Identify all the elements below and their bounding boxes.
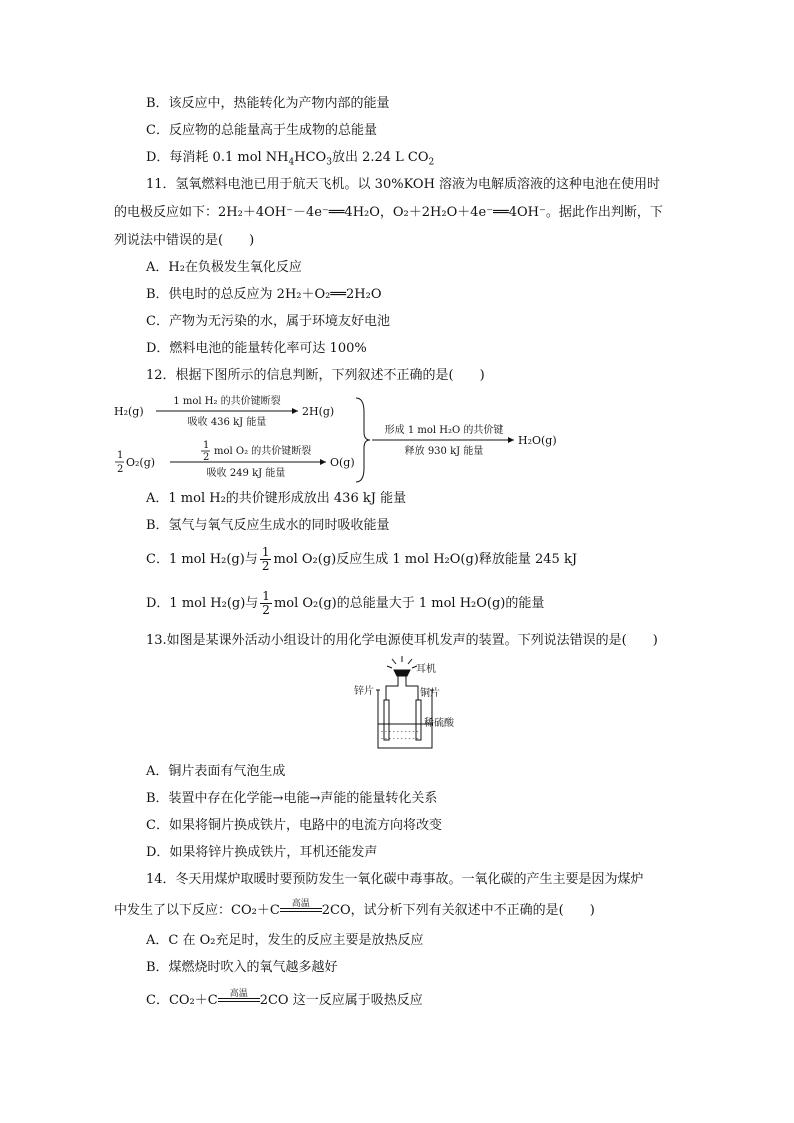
svg-text:- - - - - - - - - -: - - - - - - - - - - — [381, 728, 419, 735]
q11-option-d: D．燃料电池的能量转化率可达 100% — [146, 341, 367, 356]
form-bond-label: 形成 1 mol H₂O 的共价键 — [384, 425, 504, 436]
fraction-half: $\frac{1}{2}$ — [262, 589, 270, 617]
q11-option-b: B．供电时的总反应为 2H₂＋O₂══2H₂O — [146, 287, 382, 302]
q11-option-c: C．产物为无污染的水，属于环境友好电池 — [146, 314, 390, 329]
svg-text:2: 2 — [117, 464, 124, 475]
high-temp-equals-sign: 高温 — [218, 996, 260, 1006]
q10-option-d: D．每消耗 0.1 mol $NH_4HCO_3$放出 2.24 L $CO_2$ — [146, 150, 435, 168]
earphone-icon — [394, 670, 410, 676]
q13-option-d: D．如果将锌片换成铁片，耳机还能发声 — [146, 845, 378, 860]
high-temp-equals-sign: 高温 — [280, 906, 322, 916]
svg-text:1: 1 — [117, 450, 124, 461]
copper-label: 铜片 — [420, 688, 440, 699]
q14-option-a: A．C 在 O₂充足时，发生的反应主要是放热反应 — [146, 933, 424, 948]
q12-option-a: A．1 mol H₂的共价键形成放出 436 kJ 能量 — [146, 491, 407, 506]
o2-break-label: mol O₂ 的共价键断裂 — [214, 446, 312, 457]
q12-stem: 12．根据下图所示的信息判断，下列叙述不正确的是( ) — [146, 368, 485, 383]
q10-option-b: B．该反应中，热能转化为产物内部的能量 — [146, 96, 390, 111]
q11-option-a: A．H₂在负极发生氧化反应 — [146, 260, 302, 275]
q14-stem-line1: 14．冬天用煤炉取暖时要预防发生一氧化碳中毒事故。一氧化碳的产生主要是因为煤炉 — [146, 872, 644, 887]
fraction-half: $\frac{1}{2}$ — [261, 545, 270, 573]
earphone-label: 耳机 — [416, 664, 436, 675]
q12-energy-diagram — [112, 392, 582, 484]
o-atom-label: O(g) — [330, 456, 355, 469]
q13-option-a: A．铜片表面有气泡生成 — [146, 764, 286, 779]
q13-apparatus-figure — [352, 656, 462, 756]
q13-option-c: C．如果将铜片换成铁片，电路中的电流方向将改变 — [146, 818, 442, 833]
o2-absorb-label: 吸收 249 kJ 能量 — [206, 468, 286, 479]
q12-option-b: B．氢气与氧气反应生成水的同时吸收能量 — [146, 518, 390, 533]
q12-option-c: C．1 mol H₂(g)与 $\frac{1}{2}$ mol O₂(g)反应生成 1 mol H₂O(g)释放能量 245 kJ — [146, 545, 578, 573]
q13-option-b: B．装置中存在化学能→电能→声能的能量转化关系 — [146, 791, 438, 806]
h2o-label: H₂O(g) — [518, 434, 557, 447]
svg-text:1: 1 — [203, 440, 210, 451]
h2-absorb-label: 吸收 436 kJ 能量 — [187, 417, 267, 428]
q13-stem: 13.如图是某课外活动小组设计的用化学电源使耳机发声的装置。下列说法错误的是( ) — [146, 633, 658, 648]
q12-option-d: D．1 mol H₂(g)与 $\frac{1}{2}$ mol O₂(g)的总能量大于 1 mol H₂O(g)的能量 — [146, 589, 545, 617]
q11-stem-line3: 列说法中错误的是( ) — [114, 233, 255, 248]
q10-option-c: C．反应物的总能量高于生成物的总能量 — [146, 123, 377, 138]
o2-label: O₂(g) — [126, 456, 156, 469]
q14-stem-line2: 中发生了以下反应：CO₂＋C 高温 2CO，试分析下列有关叙述中不正确的是( ) — [114, 898, 595, 918]
h2-label: H₂(g) — [114, 405, 144, 418]
h-atoms-label: 2H(g) — [302, 405, 335, 418]
q11-stem-line1: 11．氢氧燃料电池已用于航天飞机。以 30%KOH 溶液为电解质溶液的这种电池在使用时 — [146, 177, 661, 192]
svg-text:- - - - - - - - - -: - - - - - - - - - - — [381, 735, 419, 742]
svg-text:2: 2 — [203, 452, 210, 463]
h2-break-label: 1 mol H₂ 的共价键断裂 — [173, 396, 281, 407]
zinc-label: 锌片 — [354, 686, 374, 697]
q14-option-c: C．CO₂＋C 高温 2CO 这一反应属于吸热反应 — [146, 988, 423, 1008]
q11-stem-line2: 的电极反应如下：2H₂＋4OH⁻－4e⁻══4H₂O，O₂＋2H₂O＋4e⁻══4OH⁻。据此作出判断，下 — [114, 205, 663, 220]
q14-option-b: B．煤燃烧时吹入的氧气越多越好 — [146, 960, 338, 975]
acid-label: 稀硫酸 — [424, 718, 454, 729]
release-label: 释放 930 kJ 能量 — [404, 446, 484, 457]
